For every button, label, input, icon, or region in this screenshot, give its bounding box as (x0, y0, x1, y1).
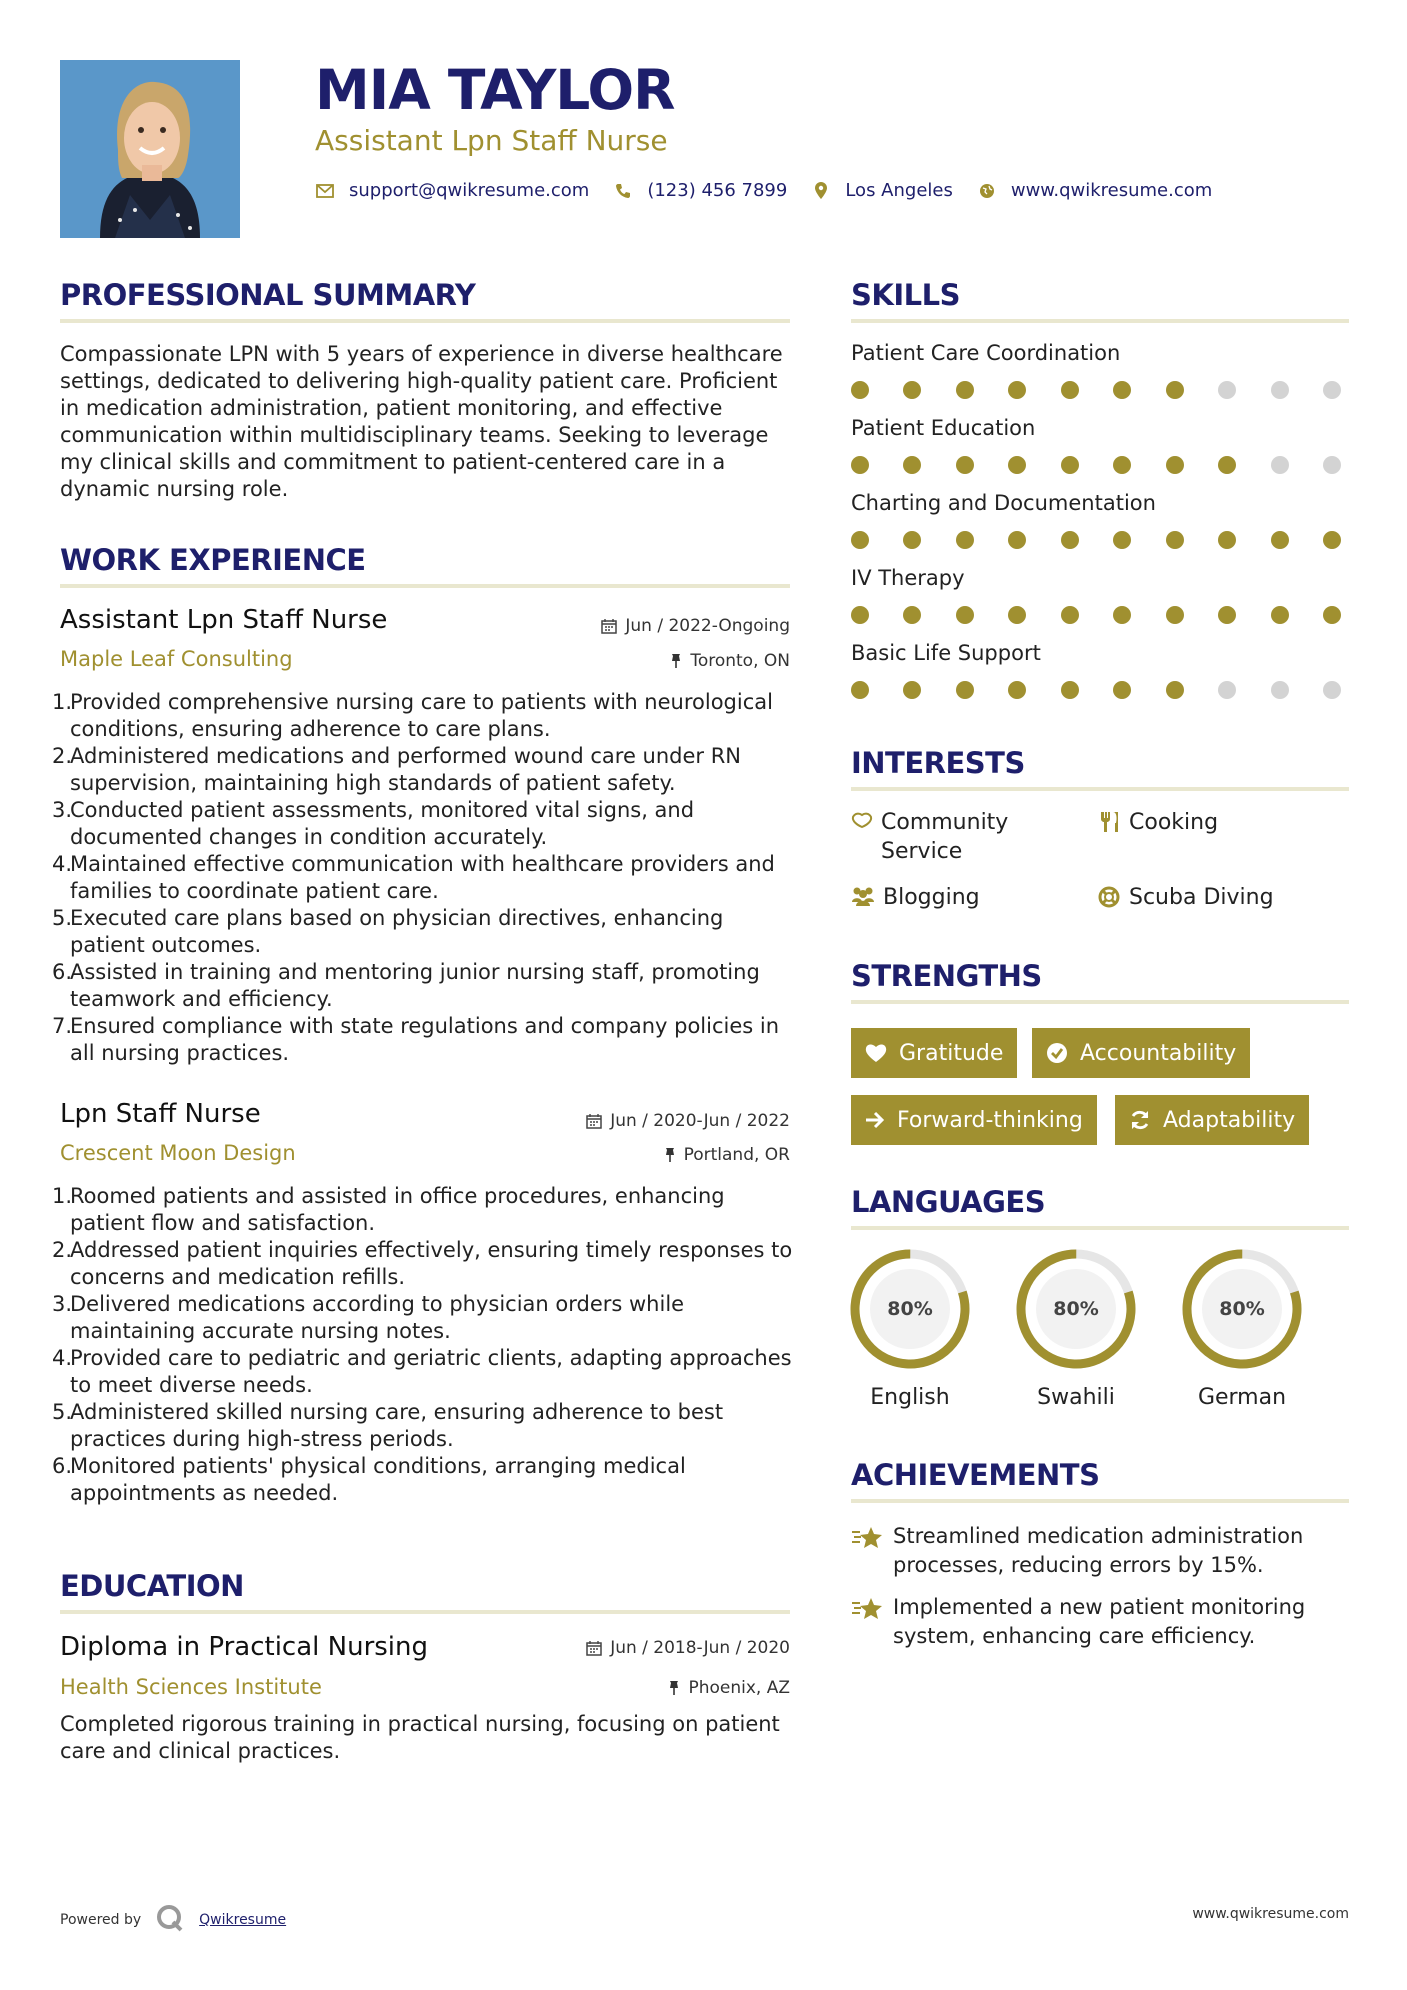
skill-rating (851, 381, 1341, 399)
skill-dot-empty (1218, 681, 1236, 699)
education-location (668, 1678, 790, 1698)
skill-dot-filled (1166, 381, 1184, 399)
skill-dot-filled (1113, 531, 1131, 549)
skills-divider (851, 319, 1349, 323)
list-item: 4. Maintained effective communication with healthcare providers and families to coordinate patient care. (52, 852, 775, 903)
skill-dot-filled (1061, 606, 1079, 624)
utensils-icon (1097, 808, 1121, 833)
skill-dot-filled (1113, 456, 1131, 474)
achievement-item (851, 1593, 1351, 1651)
star-icon (851, 1522, 883, 1558)
job-dates-text: Jun / 2020-Jun / 2022 (610, 1111, 790, 1131)
strength-badge (1115, 1095, 1309, 1145)
language-ring (1180, 1247, 1304, 1371)
skill-dot-filled (851, 381, 869, 399)
bullet-text: Administered medications and performed wound care under RN supervision, maintaining high standards of patient safety. (70, 744, 742, 795)
interest-item (1097, 883, 1274, 912)
skill-dot-filled (956, 531, 974, 549)
language-name: Swahili (1037, 1385, 1115, 1410)
skill-dot-filled (851, 456, 869, 474)
contact-bar (315, 180, 1236, 201)
skill-dot-filled (903, 681, 921, 699)
skill-dot-filled (1323, 606, 1341, 624)
contact-phone[interactable]: (123) 456 7899 (647, 180, 788, 201)
skill-dot-filled (1166, 606, 1184, 624)
skill-rating (851, 531, 1341, 549)
skill-dot-filled (1218, 456, 1236, 474)
skill-dot-filled (1061, 681, 1079, 699)
calendar-icon (601, 618, 617, 634)
achievement-text: Streamlined medication administration processes, reducing errors by 15%. (893, 1524, 1304, 1577)
education-dates (586, 1638, 790, 1658)
skill-dot-filled (1218, 531, 1236, 549)
bullet-text: Delivered medications according to physician orders while maintaining accurate nursing notes. (70, 1292, 685, 1343)
skill-dot-filled (1008, 531, 1026, 549)
skill-dot-filled (851, 681, 869, 699)
bullet-text: Roomed patients and assisted in office procedures, enhancing patient flow and satisfaction. (70, 1184, 725, 1235)
skill-name: IV Therapy (851, 566, 965, 590)
skill-dot-empty (1271, 456, 1289, 474)
pin-icon (670, 653, 682, 669)
job-company: Crescent Moon Design (60, 1141, 296, 1165)
arrow-right-icon (865, 1111, 885, 1129)
handshake-icon (851, 808, 873, 829)
profile-photo (60, 60, 240, 238)
users-icon (851, 883, 875, 906)
interest-label: Cooking (1129, 810, 1219, 835)
experience-divider (60, 584, 790, 588)
qwikresume-logo-icon (155, 1904, 185, 1936)
list-item: 2. Administered medications and performed wound care under RN supervision, maintaining high standards of patient safety. (52, 744, 742, 795)
globe-icon (977, 183, 997, 199)
bullet-text: Assisted in training and mentoring junior nursing staff, promoting teamwork and efficiency. (70, 960, 760, 1011)
school-name: Health Sciences Institute (60, 1675, 322, 1699)
skill-dot-filled (1113, 681, 1131, 699)
skill-dot-filled (1323, 531, 1341, 549)
candidate-name: MIA TAYLOR (315, 58, 675, 122)
list-item: 5. Executed care plans based on physician directives, enhancing patient outcomes. (52, 906, 724, 957)
skill-dot-filled (1061, 381, 1079, 399)
job-title: Assistant Lpn Staff Nurse (60, 605, 388, 635)
list-item: 6. Assisted in training and mentoring junior nursing staff, promoting teamwork and efficiency. (52, 960, 760, 1011)
bullet-text: Ensured compliance with state regulations and company policies in all nursing practices. (70, 1014, 780, 1065)
language-percent: 80% (887, 1298, 933, 1320)
list-item: 6. Monitored patients' physical conditions, arranging medical appointments as needed. (52, 1454, 686, 1505)
bullet-text: Maintained effective communication with healthcare providers and families to coordinate patient care. (70, 852, 775, 903)
achievement-item (851, 1522, 1351, 1580)
bullet-text: Provided comprehensive nursing care to patients with neurological conditions, ensuring adherence to care plans. (70, 690, 773, 741)
check-circle-icon (1046, 1042, 1068, 1064)
job-location-text: Toronto, ON (690, 651, 790, 671)
list-item: 5. Administered skilled nursing care, ensuring adherence to best practices during high-stress periods. (52, 1400, 724, 1451)
skill-dot-filled (1113, 381, 1131, 399)
skill-dot-filled (903, 381, 921, 399)
skill-dot-filled (851, 606, 869, 624)
skill-dot-filled (1008, 681, 1026, 699)
education-divider (60, 1610, 790, 1614)
contact-website[interactable]: www.qwikresume.com (1010, 180, 1213, 201)
language-percent: 80% (1219, 1298, 1265, 1320)
skill-rating (851, 681, 1341, 699)
skill-dot-filled (956, 456, 974, 474)
skill-rating (851, 606, 1341, 624)
skill-name: Charting and Documentation (851, 491, 1156, 515)
job-dates-text: Jun / 2022-Ongoing (625, 616, 790, 636)
language-item (1180, 1247, 1304, 1410)
skill-name: Basic Life Support (851, 641, 1041, 665)
interests-heading: INTERESTS (851, 746, 1025, 780)
interest-item (1097, 808, 1218, 837)
list-item: 7. Ensured compliance with state regulations and company policies in all nursing practices. (52, 1014, 780, 1065)
languages-divider (851, 1226, 1349, 1230)
strength-label: Gratitude (899, 1040, 1004, 1066)
star-icon (851, 1593, 883, 1629)
job-location-text: Portland, OR (683, 1145, 790, 1165)
language-item (1014, 1247, 1138, 1410)
strength-badge (851, 1095, 1097, 1145)
strength-label: Accountability (1080, 1040, 1237, 1066)
footer-powered (60, 1904, 286, 1936)
qwikresume-link[interactable]: Qwikresume (199, 1912, 287, 1928)
candidate-role: Assistant Lpn Staff Nurse (315, 124, 668, 157)
job-dates (601, 616, 790, 636)
achievements-divider (851, 1499, 1349, 1503)
skill-rating (851, 456, 1341, 474)
education-location-text: Phoenix, AZ (688, 1678, 790, 1698)
summary-text: Compassionate LPN with 5 years of experience in diverse healthcare settings, dedicated to delivering high-quality patient care. Proficient in medication administration, patient monitoring, and effective communication within multidisciplinary teams. Seeking to leverage my clinical skills and commitment to patient-centered care in a dynamic nursing role. (60, 342, 783, 501)
interest-item (851, 808, 1051, 866)
refresh-icon (1129, 1109, 1151, 1131)
list-item: 1. Provided comprehensive nursing care to patients with neurological conditions, ensuring adherence to care plans. (52, 690, 773, 741)
skill-dot-filled (1008, 381, 1026, 399)
contact-location: Los Angeles (845, 180, 953, 201)
skill-dot-filled (956, 381, 974, 399)
calendar-icon (586, 1640, 602, 1656)
bullet-text: Addressed patient inquiries effectively, ensuring timely responses to concerns and medication refills. (70, 1238, 793, 1289)
language-name: German (1197, 1385, 1287, 1410)
degree-title: Diploma in Practical Nursing (60, 1632, 429, 1662)
skill-dot-filled (1061, 531, 1079, 549)
strength-badge (851, 1028, 1017, 1078)
bullet-text: Administered skilled nursing care, ensuring adherence to best practices during high-stress periods. (70, 1400, 724, 1451)
skill-dot-empty (1323, 456, 1341, 474)
summary-heading: PROFESSIONAL SUMMARY (60, 278, 476, 312)
skill-dot-filled (851, 531, 869, 549)
life-ring-icon (1097, 883, 1121, 908)
powered-by-label: Powered by (60, 1912, 142, 1928)
interest-label: Blogging (883, 885, 980, 910)
skill-name: Patient Education (851, 416, 1036, 440)
contact-email[interactable]: support@qwikresume.com (349, 180, 590, 201)
phone-icon (613, 183, 633, 199)
language-name: English (870, 1385, 950, 1410)
achievement-text: Implemented a new patient monitoring system, enhancing care efficiency. (893, 1595, 1306, 1648)
heart-icon (865, 1043, 887, 1063)
bullet-text: Conducted patient assessments, monitored vital signs, and documented changes in condition accurately. (70, 798, 695, 849)
skill-dot-filled (1061, 456, 1079, 474)
job-bullets (52, 689, 797, 1067)
skill-dot-filled (1008, 456, 1026, 474)
education-dates-text: Jun / 2018-Jun / 2020 (610, 1638, 790, 1658)
interest-label: Community Service (881, 810, 1009, 864)
skill-dot-filled (1271, 531, 1289, 549)
experience-heading: WORK EXPERIENCE (60, 543, 366, 577)
skills-heading: SKILLS (851, 278, 960, 312)
skill-dot-filled (956, 606, 974, 624)
strength-label: Adaptability (1163, 1107, 1296, 1133)
job-bullets (52, 1183, 797, 1507)
list-item: 2. Addressed patient inquiries effectively, ensuring timely responses to concerns and medication refills. (52, 1238, 793, 1289)
language-item (848, 1247, 972, 1410)
skill-dot-empty (1271, 381, 1289, 399)
skill-dot-empty (1323, 681, 1341, 699)
skill-dot-filled (1166, 531, 1184, 549)
bullet-text: Provided care to pediatric and geriatric clients, adapting approaches to meet diverse needs. (70, 1346, 792, 1397)
skill-dot-filled (903, 456, 921, 474)
skill-dot-filled (956, 681, 974, 699)
language-ring (1014, 1247, 1138, 1371)
list-item: 3. Delivered medications according to physician orders while maintaining accurate nursing notes. (52, 1292, 685, 1343)
skill-dot-filled (1166, 681, 1184, 699)
strengths-heading: STRENGTHS (851, 959, 1042, 993)
list-item: 1. Roomed patients and assisted in office procedures, enhancing patient flow and satisfaction. (52, 1184, 725, 1235)
calendar-icon (586, 1113, 602, 1129)
envelope-icon (315, 184, 335, 198)
job-title: Lpn Staff Nurse (60, 1099, 261, 1129)
list-item: 3. Conducted patient assessments, monitored vital signs, and documented changes in condition accurately. (52, 798, 695, 849)
interest-label: Scuba Diving (1129, 885, 1274, 910)
list-item: 4. Provided care to pediatric and geriatric clients, adapting approaches to meet diverse needs. (52, 1346, 792, 1397)
skill-dot-filled (1008, 606, 1026, 624)
skill-dot-filled (1166, 456, 1184, 474)
footer-site[interactable]: www.qwikresume.com (1192, 1906, 1349, 1922)
summary-divider (60, 319, 790, 323)
skill-name: Patient Care Coordination (851, 341, 1121, 365)
strength-label: Forward-thinking (897, 1107, 1083, 1133)
skill-dot-filled (1271, 606, 1289, 624)
skill-dot-empty (1218, 381, 1236, 399)
job-dates (586, 1111, 790, 1131)
job-company: Maple Leaf Consulting (60, 647, 293, 671)
skill-dot-filled (1113, 606, 1131, 624)
skill-dot-empty (1323, 381, 1341, 399)
language-percent: 80% (1053, 1298, 1099, 1320)
education-text: Completed rigorous training in practical nursing, focusing on patient care and clinical practices. (60, 1712, 780, 1763)
achievements-heading: ACHIEVEMENTS (851, 1458, 1100, 1492)
bullet-text: Executed care plans based on physician directives, enhancing patient outcomes. (70, 906, 724, 957)
interest-item (851, 883, 980, 912)
strength-badge (1032, 1028, 1250, 1078)
languages-heading: LANGUAGES (851, 1185, 1046, 1219)
skill-dot-filled (1218, 606, 1236, 624)
strengths-divider (851, 1000, 1349, 1004)
interests-divider (851, 787, 1349, 791)
language-ring (848, 1247, 972, 1371)
map-marker-icon (811, 182, 831, 199)
job-location (664, 1145, 790, 1165)
education-heading: EDUCATION (60, 1569, 244, 1603)
skill-dot-filled (903, 606, 921, 624)
bullet-text: Monitored patients' physical conditions, arranging medical appointments as needed. (70, 1454, 686, 1505)
pin-icon (668, 1680, 680, 1696)
skill-dot-filled (903, 531, 921, 549)
job-location (670, 651, 790, 671)
skill-dot-empty (1271, 681, 1289, 699)
pin-icon (664, 1147, 676, 1163)
